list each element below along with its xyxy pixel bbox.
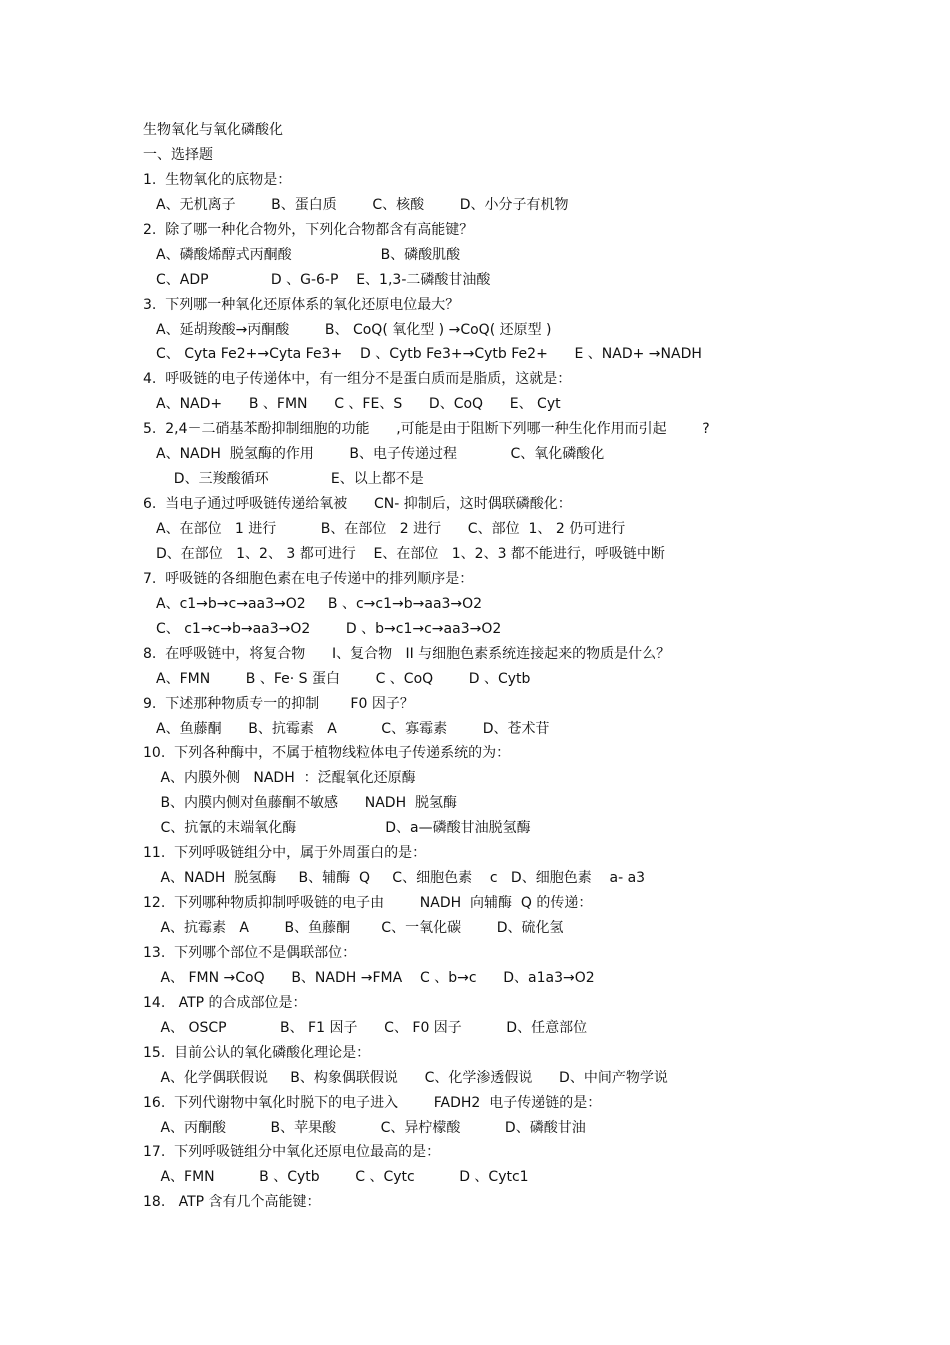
question-text: 9. 下述那种物质专一的抑制 F0 因子？ [143,695,414,712]
answer-options: A、鱼藤酮 B、抗霉素 A C、寡霉素 D、苍术苷 [156,720,550,737]
answer-options: A、延胡羧酸→丙酮酸 B、 CoQ( 氧化型 ) →CoQ( 还原型 ) [156,321,552,338]
question-text: 4. 呼吸链的电子传递体中，有一组分不是蛋白质而是脂质，这就是： [143,371,572,388]
answer-options: A、 OSCP B、 F1 因子 C、 F0 因子 D、任意部位 [156,1019,588,1036]
answer-options: A、在部位 1 进行 B、在部位 2 进行 C、部位 1、 2 仍可进行 [156,521,626,537]
answer-options: A、NADH 脱氢酶的作用 B、电子传递过程 C、氧化磷酸化 [156,446,605,463]
question-text: 11. 下列呼吸链组分中，属于外周蛋白的是： [143,845,427,862]
answer-options: C、ADP D 、G-6-P E、1,3-二磷酸甘油酸 [156,271,491,288]
answer-options: A、FMN B 、Cytb C 、Cytc D 、Cytc1 [156,1169,529,1186]
question-text: 16. 下列代谢物中氧化时脱下的电子进入 FADH2 电子传递链的是： [143,1094,602,1111]
question-text: 8. 在呼吸链中，将复合物 I、复合物 II 与细胞色素系统连接起来的物质是什么？ [143,645,671,662]
answer-options: D、三羧酸循环 E、以上都不是 [156,471,424,488]
answer-options: A、磷酸烯醇式丙酮酸 B、磷酸肌酸 [156,246,461,263]
question-text: 15. 目前公认的氧化磷酸化理论是： [143,1044,371,1061]
question-text: 14. ATP 的合成部位是： [143,994,307,1011]
answer-options: A、NAD+ B 、FMN C 、FE、S D、CoQ E、 Cyt [156,396,561,413]
question-text: 13. 下列哪个部位不是偶联部位： [143,944,357,961]
question-text: 18. ATP 含有几个高能键： [143,1194,321,1211]
answer-options: C、 c1→c→b→aa3→O2 D 、b→c1→c→aa3→O2 [156,620,502,637]
answer-options: A、c1→b→c→aa3→O2 B 、c→c1→b→aa3→O2 [156,595,483,612]
section-heading: 一、选择题 [143,146,213,163]
answer-options: A、NADH 脱氢酶 B、辅酶 Q C、细胞色素 c D、细胞色素 a- a3 [156,870,646,887]
answer-options: A、无机离子 B、蛋白质 C、核酸 D、小分子有机物 [156,196,569,213]
answer-options: A、丙酮酸 B、苹果酸 C、异柠檬酸 D、磷酸甘油 [156,1119,586,1136]
answer-options: C、 Cyta Fe2+→Cyta Fe3+ D 、Cytb Fe3+→Cytb Fe2+ E 、NAD+ →NADH [156,346,702,363]
document-body [143,118,843,1215]
answer-options: D、在部位 1、2、 3 都可进行 E、在部位 1、2、3 都不能进行，呼吸链中断 [156,545,665,562]
question-text: 2. 除了哪一种化合物外，下列化合物都含有高能键？ [143,221,474,238]
answer-options: C、抗氰的末端氧化酶 D、a—磷酸甘油脱氢酶 [156,820,531,837]
answer-options: A、FMN B 、Fe· S 蛋白 C 、CoQ D 、Cytb [156,670,531,687]
answer-options: B、内膜内侧对鱼藤酮不敏感 NADH 脱氢酶 [156,795,458,812]
document-title: 生物氧化与氧化磷酸化 [143,122,283,138]
question-text: 10. 下列各种酶中，不属于植物线粒体电子传递系统的为： [143,745,511,762]
question-text: 7. 呼吸链的各细胞色素在电子传递中的排列顺序是： [143,570,474,587]
question-text: 17. 下列呼吸链组分中氧化还原电位最高的是： [143,1144,441,1161]
question-text: 1. 生物氧化的底物是： [143,171,292,188]
answer-options: A、抗霉素 A B、鱼藤酮 C、一氧化碳 D、硫化氢 [156,920,564,936]
question-text: 6. 当电子通过呼吸链传递给氧被 CN- 抑制后，这时偶联磷酸化： [143,496,572,513]
question-text: 3. 下列哪一种氧化还原体系的氧化还原电位最大？ [143,296,460,313]
answer-options: A、 FMN →CoQ B、NADH →FMA C 、b→c D、a1a3→O2 [156,969,595,986]
answer-options: A、化学偶联假说 B、构象偶联假说 C、化学渗透假说 D、中间产物学说 [156,1069,668,1086]
answer-options: A、内膜外侧 NADH ：泛醌氧化还原酶 [156,770,416,787]
question-text: 12. 下列哪种物质抑制呼吸链的电子由 NADH 向辅酶 Q 的传递： [143,895,593,912]
question-list [143,168,843,1215]
question-text: 5. 2,4－二硝基苯酚抑制细胞的功能 ,可能是由于阻断下列哪一种生化作用而引起 ? [143,421,710,438]
